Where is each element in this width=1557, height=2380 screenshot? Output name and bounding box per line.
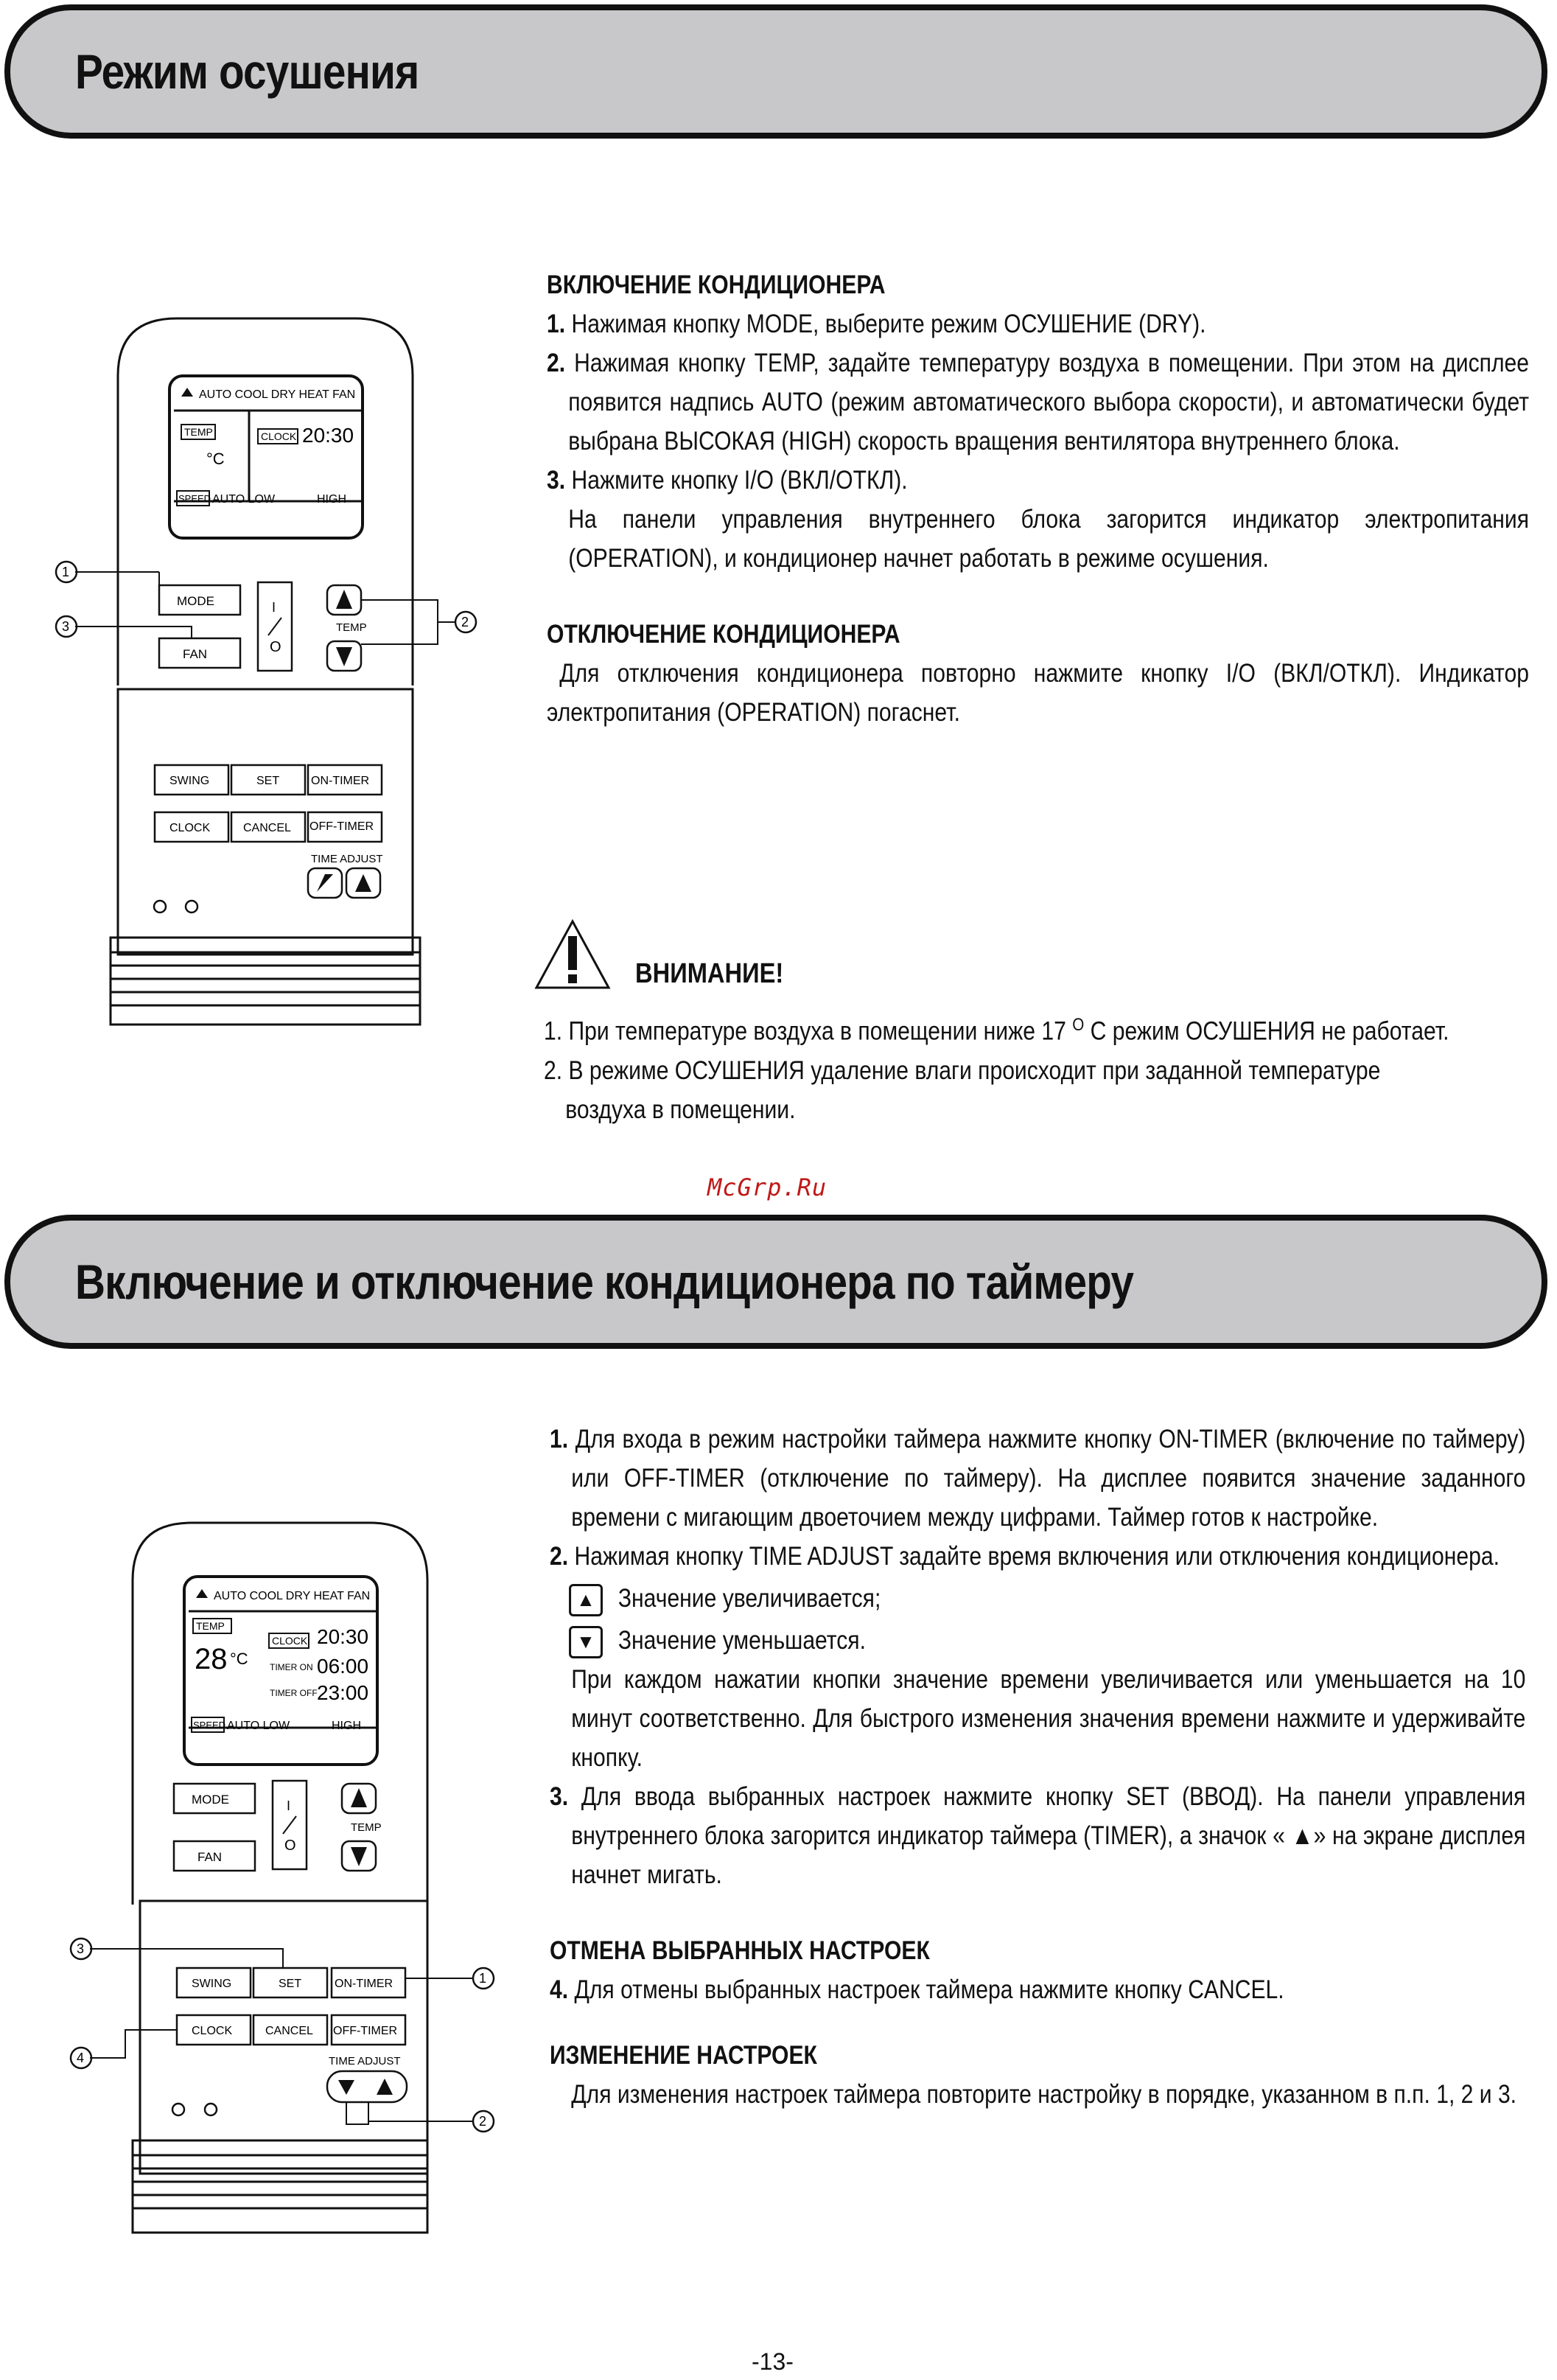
display-high: HIGH xyxy=(317,493,346,506)
display-temp-label: TEMP xyxy=(184,426,213,438)
off-text: Для отключения кондиционера повторно нажмите кнопку I/O (ВКЛ/ОТКЛ). Индикатор электропитания (OPERATION) погаснет. xyxy=(547,659,1530,727)
display-high-2: HIGH xyxy=(332,1720,361,1732)
io-button-i-2[interactable]: I xyxy=(287,1798,291,1813)
timer-step-2-text: Нажимая кнопку TIME ADJUST задайте время включения или отключения кондиционера. xyxy=(574,1542,1500,1571)
mode-button[interactable]: MODE xyxy=(177,594,214,608)
decrease-row xyxy=(550,1621,1525,1660)
display-timer-on-time: 06:00 xyxy=(317,1655,369,1678)
step-2 xyxy=(547,343,1529,461)
cancel-button-2[interactable]: CANCEL xyxy=(265,2025,313,2037)
temp-button-label: TEMP xyxy=(336,621,367,634)
display-speed-values: AUTO LOW xyxy=(212,493,276,506)
step-3 xyxy=(547,461,1529,500)
swing-button[interactable]: SWING xyxy=(169,775,210,787)
step-1 xyxy=(547,304,1529,343)
timer-step-3-text: Для ввода выбранных настроек нажмите кнопку SET (ВВОД). На панели управления внутреннего блока загорится индикатор таймера (TIMER), а значок « ▲» на экране дисплея начнет мигать. xyxy=(571,1782,1526,1889)
timer-step-3-number: 3. xyxy=(550,1782,569,1811)
io-button-o-2[interactable]: O xyxy=(284,1838,296,1854)
display-speed-label-2: SPEED xyxy=(193,1720,226,1731)
mode-button-2[interactable]: MODE xyxy=(192,1793,229,1807)
swing-button-2[interactable]: SWING xyxy=(192,1978,232,1990)
remote-control-illustration-dry xyxy=(44,302,501,1039)
dry-mode-instructions xyxy=(547,265,1529,732)
display-modes-2: AUTO COOL DRY HEAT FAN xyxy=(214,1590,371,1602)
display-timer-off-time: 23:00 xyxy=(317,1681,369,1704)
watermark: McGrp.Ru xyxy=(707,1173,828,1201)
display-temp-label-2: TEMP xyxy=(196,1620,225,1632)
timer-step-2-note: При каждом нажатии кнопки значение времени увеличивается или уменьшается на 10 минут соответственно. Для быстрого изменения значения времени нажмите и удерживайте кнопку. xyxy=(571,1665,1526,1772)
on-note: На панели управления внутреннего блока загорится индикатор электропитания (OPERATION), и кондиционер начнет работать в режиме осушения. xyxy=(568,505,1529,573)
display-time: 20:30 xyxy=(302,424,354,447)
fan-button-2[interactable]: FAN xyxy=(197,1850,223,1864)
increase-row xyxy=(550,1579,1525,1618)
decrease-text: Значение уменьшается. xyxy=(617,1626,866,1655)
set-button-2[interactable]: SET xyxy=(279,1978,302,1990)
warning-list xyxy=(544,1005,1463,1129)
page-number: -13- xyxy=(752,2348,794,2375)
on-timer-button[interactable]: ON-TIMER xyxy=(311,775,370,787)
display-clock-label: CLOCK xyxy=(261,430,297,442)
display-modes: AUTO COOL DRY HEAT FAN xyxy=(199,388,356,401)
io-button-o[interactable]: O xyxy=(270,639,281,655)
timer-step-1-text: Для входа в режим настройки таймера нажмите кнопку ON-TIMER (включение по таймеру) или OFF-TIMER (отключение по таймеру). На дисплее появится значение заданного времени с мигающим двоеточием между цифрами. Таймер готов к настройке. xyxy=(571,1425,1526,1532)
change-heading: ИЗМЕНЕНИЕ НАСТРОЕК xyxy=(550,2041,817,2070)
display-timer-on-label: TIMER ON xyxy=(270,1662,313,1672)
callout-2-timer: 2 xyxy=(479,2114,487,2129)
down-arrow-icon: ▼ xyxy=(569,1626,603,1658)
section-banner-timer xyxy=(4,1215,1547,1349)
time-adjust-label: TIME ADJUST xyxy=(311,853,383,865)
warning-1-text: 1. При температуре воздуха в помещении ниже 17 xyxy=(544,1016,1066,1046)
change-text: Для изменения настроек таймера повторите настройку в порядке, указанном в п.п. 1, 2 и 3. xyxy=(571,2080,1517,2109)
clock-button-2[interactable]: CLOCK xyxy=(192,2025,233,2037)
warning-item-1 xyxy=(544,1005,1463,1051)
display-speed-values-2: AUTO LOW xyxy=(227,1720,290,1732)
step-3-number: 3. xyxy=(547,466,566,495)
temp-button-label-2: TEMP xyxy=(351,1821,382,1834)
step-2-number: 2. xyxy=(547,349,566,377)
warning-1-text-end: С режим ОСУШЕНИЯ не работает. xyxy=(1090,1016,1449,1046)
time-adjust-label-2: TIME ADJUST xyxy=(329,2055,401,2067)
up-arrow-icon: ▲ xyxy=(569,1584,603,1616)
warning-item-2: 2. В режиме ОСУШЕНИЯ удаление влаги происходит при заданной температуре воздуха в помещении. xyxy=(544,1055,1381,1124)
timer-step-4-number: 4. xyxy=(550,1975,569,2004)
timer-step-2-number: 2. xyxy=(550,1542,569,1571)
section-title-timer: Включение и отключение кондиционера по таймеру xyxy=(75,1254,1134,1309)
on-timer-button-2[interactable]: ON-TIMER xyxy=(335,1978,393,1990)
callout-3-timer: 3 xyxy=(77,1941,85,1956)
timer-step-3 xyxy=(550,1777,1525,1894)
timer-step-2 xyxy=(550,1537,1525,1576)
off-heading: ОТКЛЮЧЕНИЕ КОНДИЦИОНЕРА xyxy=(547,620,900,649)
section-banner-dry-mode xyxy=(4,4,1547,139)
step-1-number: 1. xyxy=(547,310,566,338)
cancel-button[interactable]: CANCEL xyxy=(243,822,291,834)
display-speed-label: SPEED xyxy=(178,493,211,504)
remote-control-illustration-timer xyxy=(59,1507,516,2244)
timer-instructions xyxy=(550,1420,1525,2114)
off-timer-button[interactable]: OFF-TIMER xyxy=(309,820,374,833)
section-title: Режим осушения xyxy=(75,44,419,99)
set-button[interactable]: SET xyxy=(256,775,280,787)
step-3-text: Нажмите кнопку I/O (ВКЛ/ОТКЛ). xyxy=(571,466,908,495)
increase-text: Значение увеличивается; xyxy=(617,1584,881,1613)
timer-step-1-number: 1. xyxy=(550,1425,569,1454)
step-1-text: Нажимая кнопку MODE, выберите режим ОСУШЕНИЕ (DRY). xyxy=(571,310,1206,338)
clock-button[interactable]: CLOCK xyxy=(169,822,211,834)
callout-1-timer: 1 xyxy=(479,1971,487,1986)
display-clock-label-2: CLOCK xyxy=(272,1635,308,1647)
warning-1-degree: O xyxy=(1072,1015,1085,1035)
display-temp-value: 28 xyxy=(195,1643,228,1675)
warning-title: ВНИМАНИЕ! xyxy=(635,958,784,989)
display-timer-off-label: TIMER OFF xyxy=(270,1688,318,1698)
cancel-heading: ОТМЕНА ВЫБРАННЫХ НАСТРОЕК xyxy=(550,1936,930,1965)
step-2-text: Нажимая кнопку TEMP, задайте температуру воздуха в помещении. При этом на дисплее появится надпись AUTO (режим автоматического выбора скорости), и автоматически будет выбрана ВЫСОКАЯ (HIGH) скорость вращения вентилятора внутреннего блока. xyxy=(568,349,1529,456)
callout-4-timer: 4 xyxy=(77,2051,85,2065)
timer-step-4-text: Для отмены выбранных настроек таймера нажмите кнопку CANCEL. xyxy=(574,1975,1284,2004)
warning-icon xyxy=(532,918,613,992)
callout-2: 2 xyxy=(461,615,469,629)
timer-step-1 xyxy=(550,1420,1525,1537)
on-heading: ВКЛЮЧЕНИЕ КОНДИЦИОНЕРА xyxy=(547,271,886,299)
off-timer-button-2[interactable]: OFF-TIMER xyxy=(333,2025,398,2037)
io-button-i[interactable]: I xyxy=(272,600,276,615)
callout-3: 3 xyxy=(62,619,70,634)
timer-step-4 xyxy=(550,1970,1525,2009)
fan-button[interactable]: FAN xyxy=(183,647,208,661)
display-time-2: 20:30 xyxy=(317,1625,369,1648)
display-celsius-2: °C xyxy=(230,1650,248,1668)
display-celsius: °C xyxy=(206,450,225,468)
callout-1: 1 xyxy=(62,565,70,579)
